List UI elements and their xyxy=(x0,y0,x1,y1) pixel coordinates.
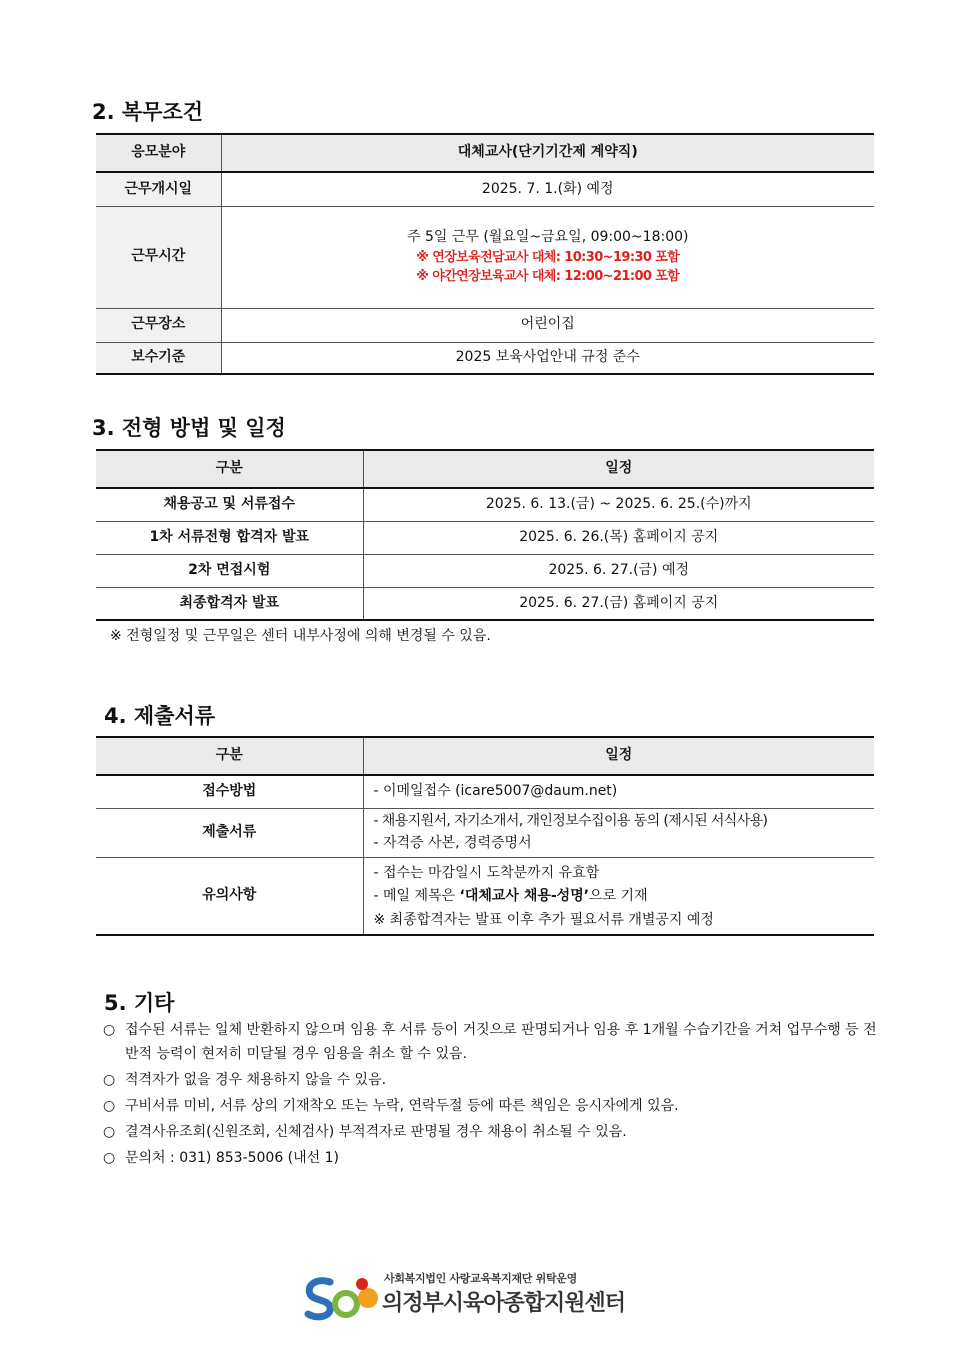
row-value-workplace: 어린이집 xyxy=(221,308,874,342)
row-value-notes xyxy=(363,857,874,935)
work-conditions-table xyxy=(96,133,874,375)
section-3-title: 3. 전형 방법 및 일정 xyxy=(92,416,286,440)
schedule-step: 1차 서류전형 합격자 발표 xyxy=(96,521,363,554)
row-label-field: 응모분야 xyxy=(96,134,221,172)
circle-bullet-icon: ○ xyxy=(103,1072,116,1088)
logo-subtitle: 사회복지법인 사랑교육복지재단 위탁운영 xyxy=(384,1272,577,1285)
header-schedule: 일정 xyxy=(363,737,874,775)
row-value-field: 대체교사(단기기간제 계약직) xyxy=(221,134,874,172)
list-item-text: 문의처 : 031) 853-5006 (내선 1) xyxy=(125,1150,340,1166)
notes-line-1: - 접수는 마감일시 도착분까지 유효함 xyxy=(373,864,600,881)
work-hours-note-night: ※ 야간연장보육교사 대체: 12:00~21:00 포함 xyxy=(416,268,680,284)
list-item xyxy=(103,1068,878,1092)
list-item xyxy=(103,1018,878,1066)
documents-line-1: - 채용지원서, 자기소개서, 개인정보수집이용 동의 (제시된 서식사용) xyxy=(373,813,768,829)
documents-line-2: - 자격증 사본, 경력증명서 xyxy=(373,834,532,851)
selection-schedule-table xyxy=(96,449,874,621)
list-item-text: 접수된 서류는 일체 반환하지 않으며 임용 후 서류 등이 거짓으로 판명되거나 임용 후 1개월 수습기간을 거쳐 업무수행 등 전반적 능력이 현저히 미달될 경우 임용을 취소 할 수 있음. xyxy=(125,1022,877,1062)
section-5-title: 5. 기타 xyxy=(104,991,175,1015)
logo-mark-icon xyxy=(304,1274,382,1322)
circle-bullet-icon: ○ xyxy=(103,1022,116,1038)
notes-line-3: ※ 최종합격자는 발표 이후 추가 필요서류 개별공지 예정 xyxy=(373,911,714,928)
row-label-workplace: 근무장소 xyxy=(96,308,221,342)
schedule-step: 2차 면접시험 xyxy=(96,554,363,587)
row-value-submission-method: - 이메일접수 (icare5007@daum.net) xyxy=(363,775,874,808)
etc-list xyxy=(103,1018,878,1170)
schedule-date: 2025. 6. 27.(금) 예정 xyxy=(363,554,874,587)
list-item-text: 구비서류 미비, 서류 상의 기재착오 또는 누락, 연락두절 등에 따른 책임은 응시자에게 있음. xyxy=(125,1098,679,1114)
work-hours-main: 주 5일 근무 (월요일~금요일, 09:00~18:00) xyxy=(407,229,689,245)
header-schedule: 일정 xyxy=(363,450,874,488)
row-value-work-hours xyxy=(221,206,874,308)
row-label-work-hours: 근무시간 xyxy=(96,206,221,308)
schedule-date: 2025. 6. 13.(금) ~ 2025. 6. 25.(수)까지 xyxy=(363,488,874,521)
row-value-start-date: 2025. 7. 1.(화) 예정 xyxy=(221,172,874,206)
row-value-documents xyxy=(363,808,874,857)
row-label-start-date: 근무개시일 xyxy=(96,172,221,206)
schedule-step: 최종합격자 발표 xyxy=(96,587,363,620)
header-category: 구분 xyxy=(96,450,363,488)
mail-subject-format: ‘대체교사 채용-성명’ xyxy=(459,888,590,904)
schedule-date: 2025. 6. 26.(목) 홈페이지 공지 xyxy=(363,521,874,554)
list-item-text: 결격사유조회(신원조회, 신체검사) 부적격자로 판명될 경우 채용이 취소될 수 있음. xyxy=(125,1124,627,1140)
logo-title: 의정부시육아종합지원센터 xyxy=(382,1291,626,1316)
notes-line-2-prefix: - 메일 제목은 xyxy=(373,888,460,904)
list-item xyxy=(103,1120,878,1144)
circle-bullet-icon: ○ xyxy=(103,1150,116,1166)
notes-line-2 xyxy=(374,888,869,906)
circle-bullet-icon: ○ xyxy=(103,1098,116,1114)
row-value-pay: 2025 보육사업안내 규정 준수 xyxy=(221,342,874,374)
schedule-step: 채용공고 및 서류접수 xyxy=(96,488,363,521)
section-4-title: 4. 제출서류 xyxy=(104,704,216,728)
row-label-documents: 제출서류 xyxy=(96,808,363,857)
circle-bullet-icon: ○ xyxy=(103,1124,116,1140)
notes-line-2-suffix: 으로 기재 xyxy=(589,888,648,904)
section-2-title: 2. 복무조건 xyxy=(92,100,204,124)
list-item xyxy=(103,1094,878,1118)
schedule-note: ※ 전형일정 및 근무일은 센터 내부사정에 의해 변경될 수 있음. xyxy=(110,628,491,644)
list-item xyxy=(103,1146,878,1170)
schedule-date: 2025. 6. 27.(금) 홈페이지 공지 xyxy=(363,587,874,620)
row-label-pay: 보수기준 xyxy=(96,342,221,374)
documents-table xyxy=(96,736,874,936)
center-logo xyxy=(304,1268,674,1324)
work-hours-note-extended: ※ 연장보육전담교사 대체: 10:30~19:30 포함 xyxy=(416,249,680,265)
row-label-notes: 유의사항 xyxy=(96,857,363,935)
list-item-text: 적격자가 없을 경우 채용하지 않을 수 있음. xyxy=(125,1072,387,1088)
row-label-submission-method: 접수방법 xyxy=(96,775,363,808)
header-category: 구분 xyxy=(96,737,363,775)
